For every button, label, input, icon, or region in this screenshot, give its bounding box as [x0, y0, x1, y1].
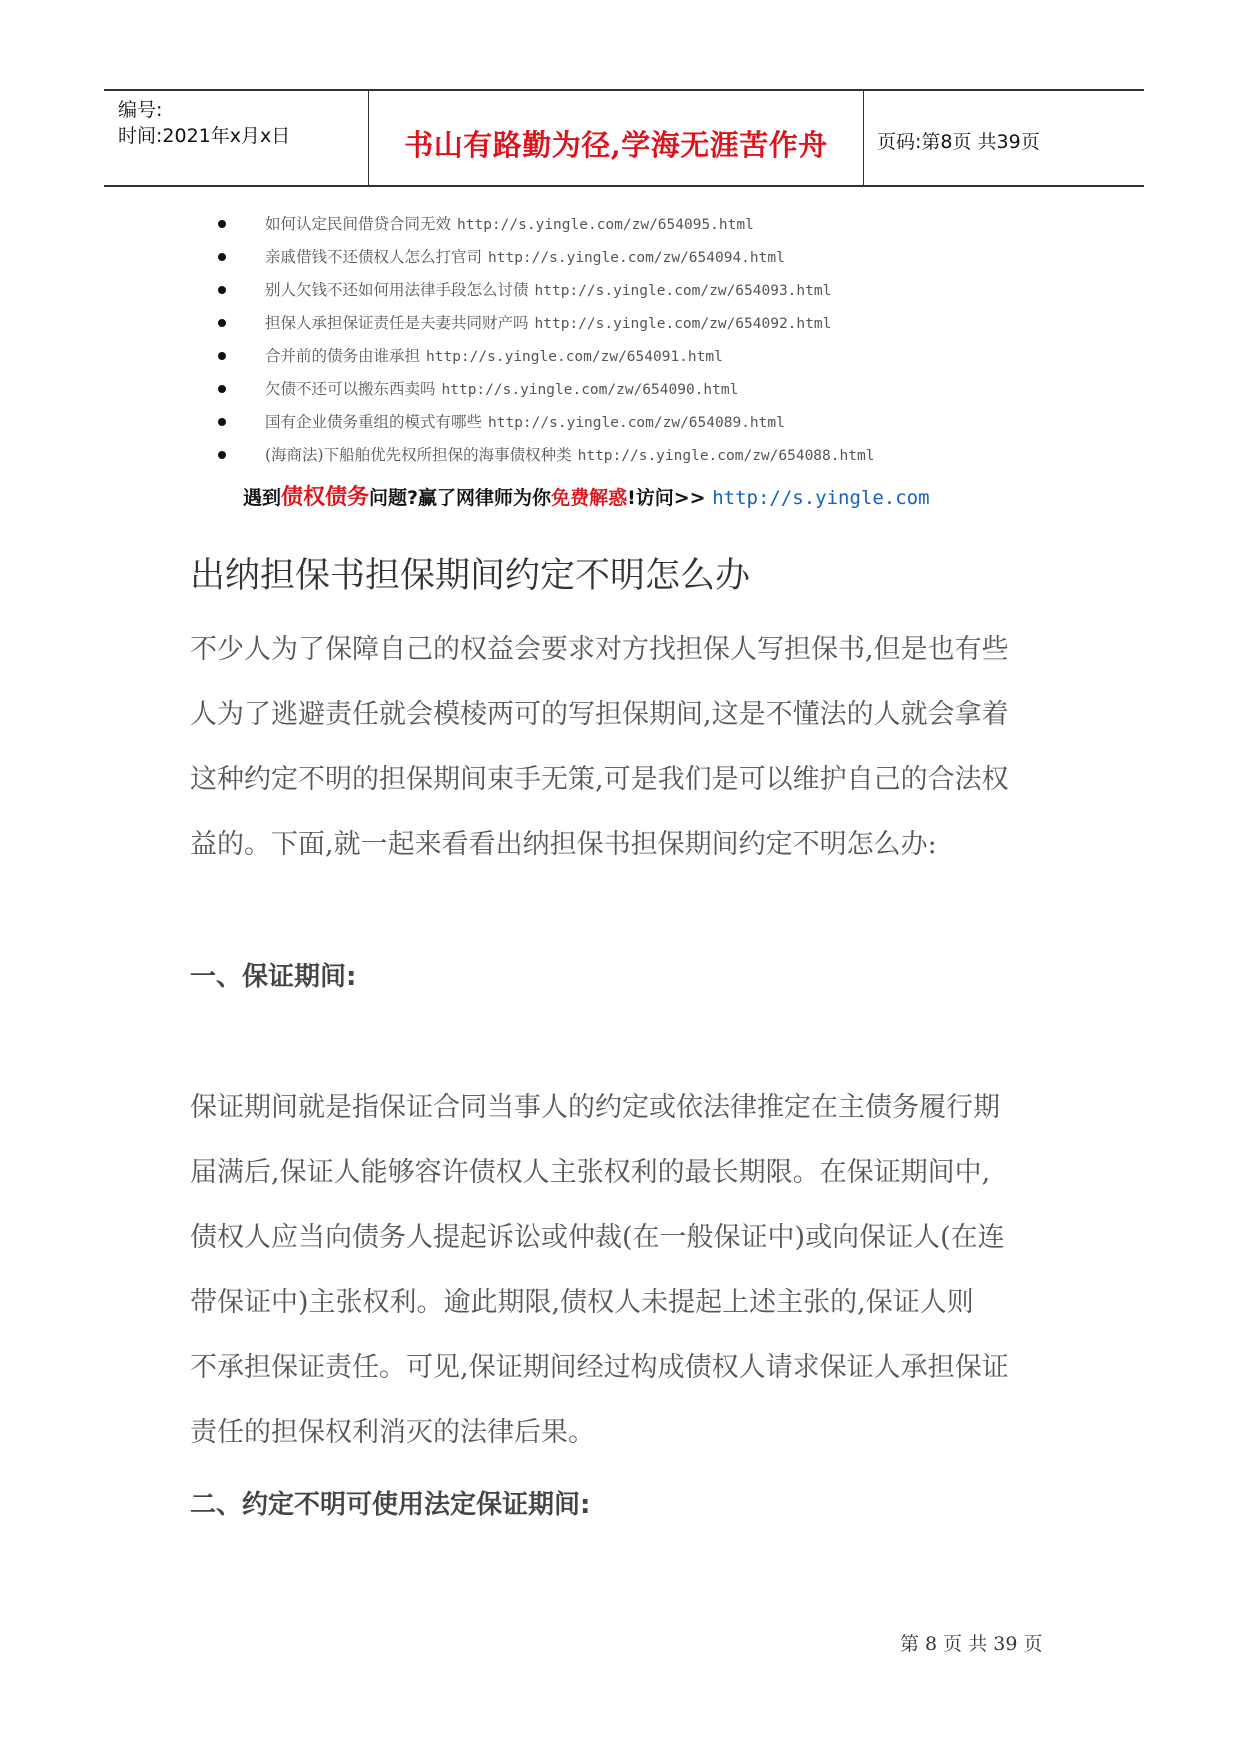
paragraph-line: 人为了逃避责任就会模棱两可的写担保期间,这是不懂法的人就会拿着	[190, 699, 1009, 730]
paragraph-line: 益的。下面,就一起来看看出纳担保书担保期间约定不明怎么办:	[190, 829, 937, 860]
promo-text: !访问>>	[627, 487, 706, 509]
link-title: 合并前的债务由谁承担	[265, 347, 421, 365]
paragraph-line: 保证期间就是指保证合同当事人的约定或依法律推定在主债务履行期	[190, 1092, 1000, 1123]
bullet-icon	[218, 352, 226, 360]
link-url[interactable]: http://s.yingle.com/zw/654094.html	[488, 250, 785, 266]
bullet-icon	[218, 253, 226, 261]
header-motto-cell	[368, 91, 864, 185]
section-heading-1: 一、保证期间:	[190, 962, 357, 992]
promo-highlight: 债权债务	[281, 485, 370, 510]
bullet-icon	[218, 418, 226, 426]
bullet-icon	[218, 451, 226, 459]
promo-text: 问题?赢了网律师为你	[369, 487, 552, 509]
paragraph-line: 责任的担保权利消灭的法律后果。	[190, 1417, 595, 1448]
link-title: 国有企业债务重组的模式有哪些	[265, 413, 483, 431]
page-header	[104, 89, 1144, 187]
promo-highlight: 免费解惑	[551, 487, 628, 509]
link-title: 别人欠钱不还如何用法律手段怎么讨债	[265, 281, 529, 299]
link-title: 亲戚借钱不还债权人怎么打官司	[265, 248, 483, 266]
link-url[interactable]: http://s.yingle.com/zw/654088.html	[577, 448, 875, 464]
section-paragraph-1	[190, 1075, 1090, 1465]
link-url[interactable]: http://s.yingle.com/zw/654091.html	[426, 349, 723, 365]
header-motto: 书山有路勤为径,学海无涯苦作舟	[404, 128, 828, 162]
promo-text: 遇到	[243, 487, 282, 509]
paragraph-line: 不少人为了保障自己的权益会要求对方找担保人写担保书,但是也有些	[190, 634, 1009, 665]
paragraph-line: 带保证中)主张权利。逾此期限,债权人未提起上述主张的,保证人则	[190, 1287, 974, 1318]
bullet-icon	[218, 319, 226, 327]
paragraph-line: 不承担保证责任。可见,保证期间经过构成债权人请求保证人承担保证	[190, 1352, 1009, 1383]
link-url[interactable]: http://s.yingle.com/zw/654093.html	[534, 283, 832, 299]
bullet-icon	[218, 286, 226, 294]
section-heading-2: 二、约定不明可使用法定保证期间:	[190, 1490, 591, 1520]
article-title: 出纳担保书担保期间约定不明怎么办	[190, 556, 751, 596]
page-footer: 第 8 页 共 39 页	[900, 1633, 1043, 1655]
header-page-cell	[863, 91, 1144, 185]
link-url[interactable]: http://s.yingle.com/zw/654089.html	[488, 415, 785, 431]
link-title: 担保人承担保证责任是夫妻共同财产吗	[265, 314, 529, 332]
paragraph-line: 届满后,保证人能够容许债权人主张权利的最长期限。在保证期间中,	[190, 1157, 991, 1188]
link-url[interactable]: http://s.yingle.com/zw/654092.html	[534, 316, 832, 332]
intro-paragraph	[190, 617, 1090, 877]
link-url[interactable]: http://s.yingle.com/zw/654090.html	[441, 382, 739, 398]
header-meta-cell	[104, 91, 368, 185]
promo-link[interactable]: http://s.yingle.com	[712, 487, 930, 509]
promo-banner	[243, 480, 930, 511]
bullet-icon	[218, 220, 226, 228]
link-title: 如何认定民间借贷合同无效	[265, 215, 452, 233]
bullet-icon	[218, 385, 226, 393]
link-title: 欠债不还可以搬东西卖吗	[265, 380, 436, 398]
paragraph-line: 债权人应当向债务人提起诉讼或仲裁(在一般保证中)或向保证人(在连	[190, 1222, 1005, 1253]
paragraph-line: 这种约定不明的担保期间束手无策,可是我们是可以维护自己的合法权	[190, 764, 1009, 795]
link-title: (海商法)下船舶优先权所担保的海事债权种类	[265, 446, 572, 464]
link-url[interactable]: http://s.yingle.com/zw/654095.html	[457, 217, 754, 233]
document-time-label: 时间:2021年x月x日	[118, 125, 291, 147]
document-number-label: 编号:	[118, 99, 163, 121]
header-page-number: 页码:第8页 共39页	[877, 131, 1040, 153]
